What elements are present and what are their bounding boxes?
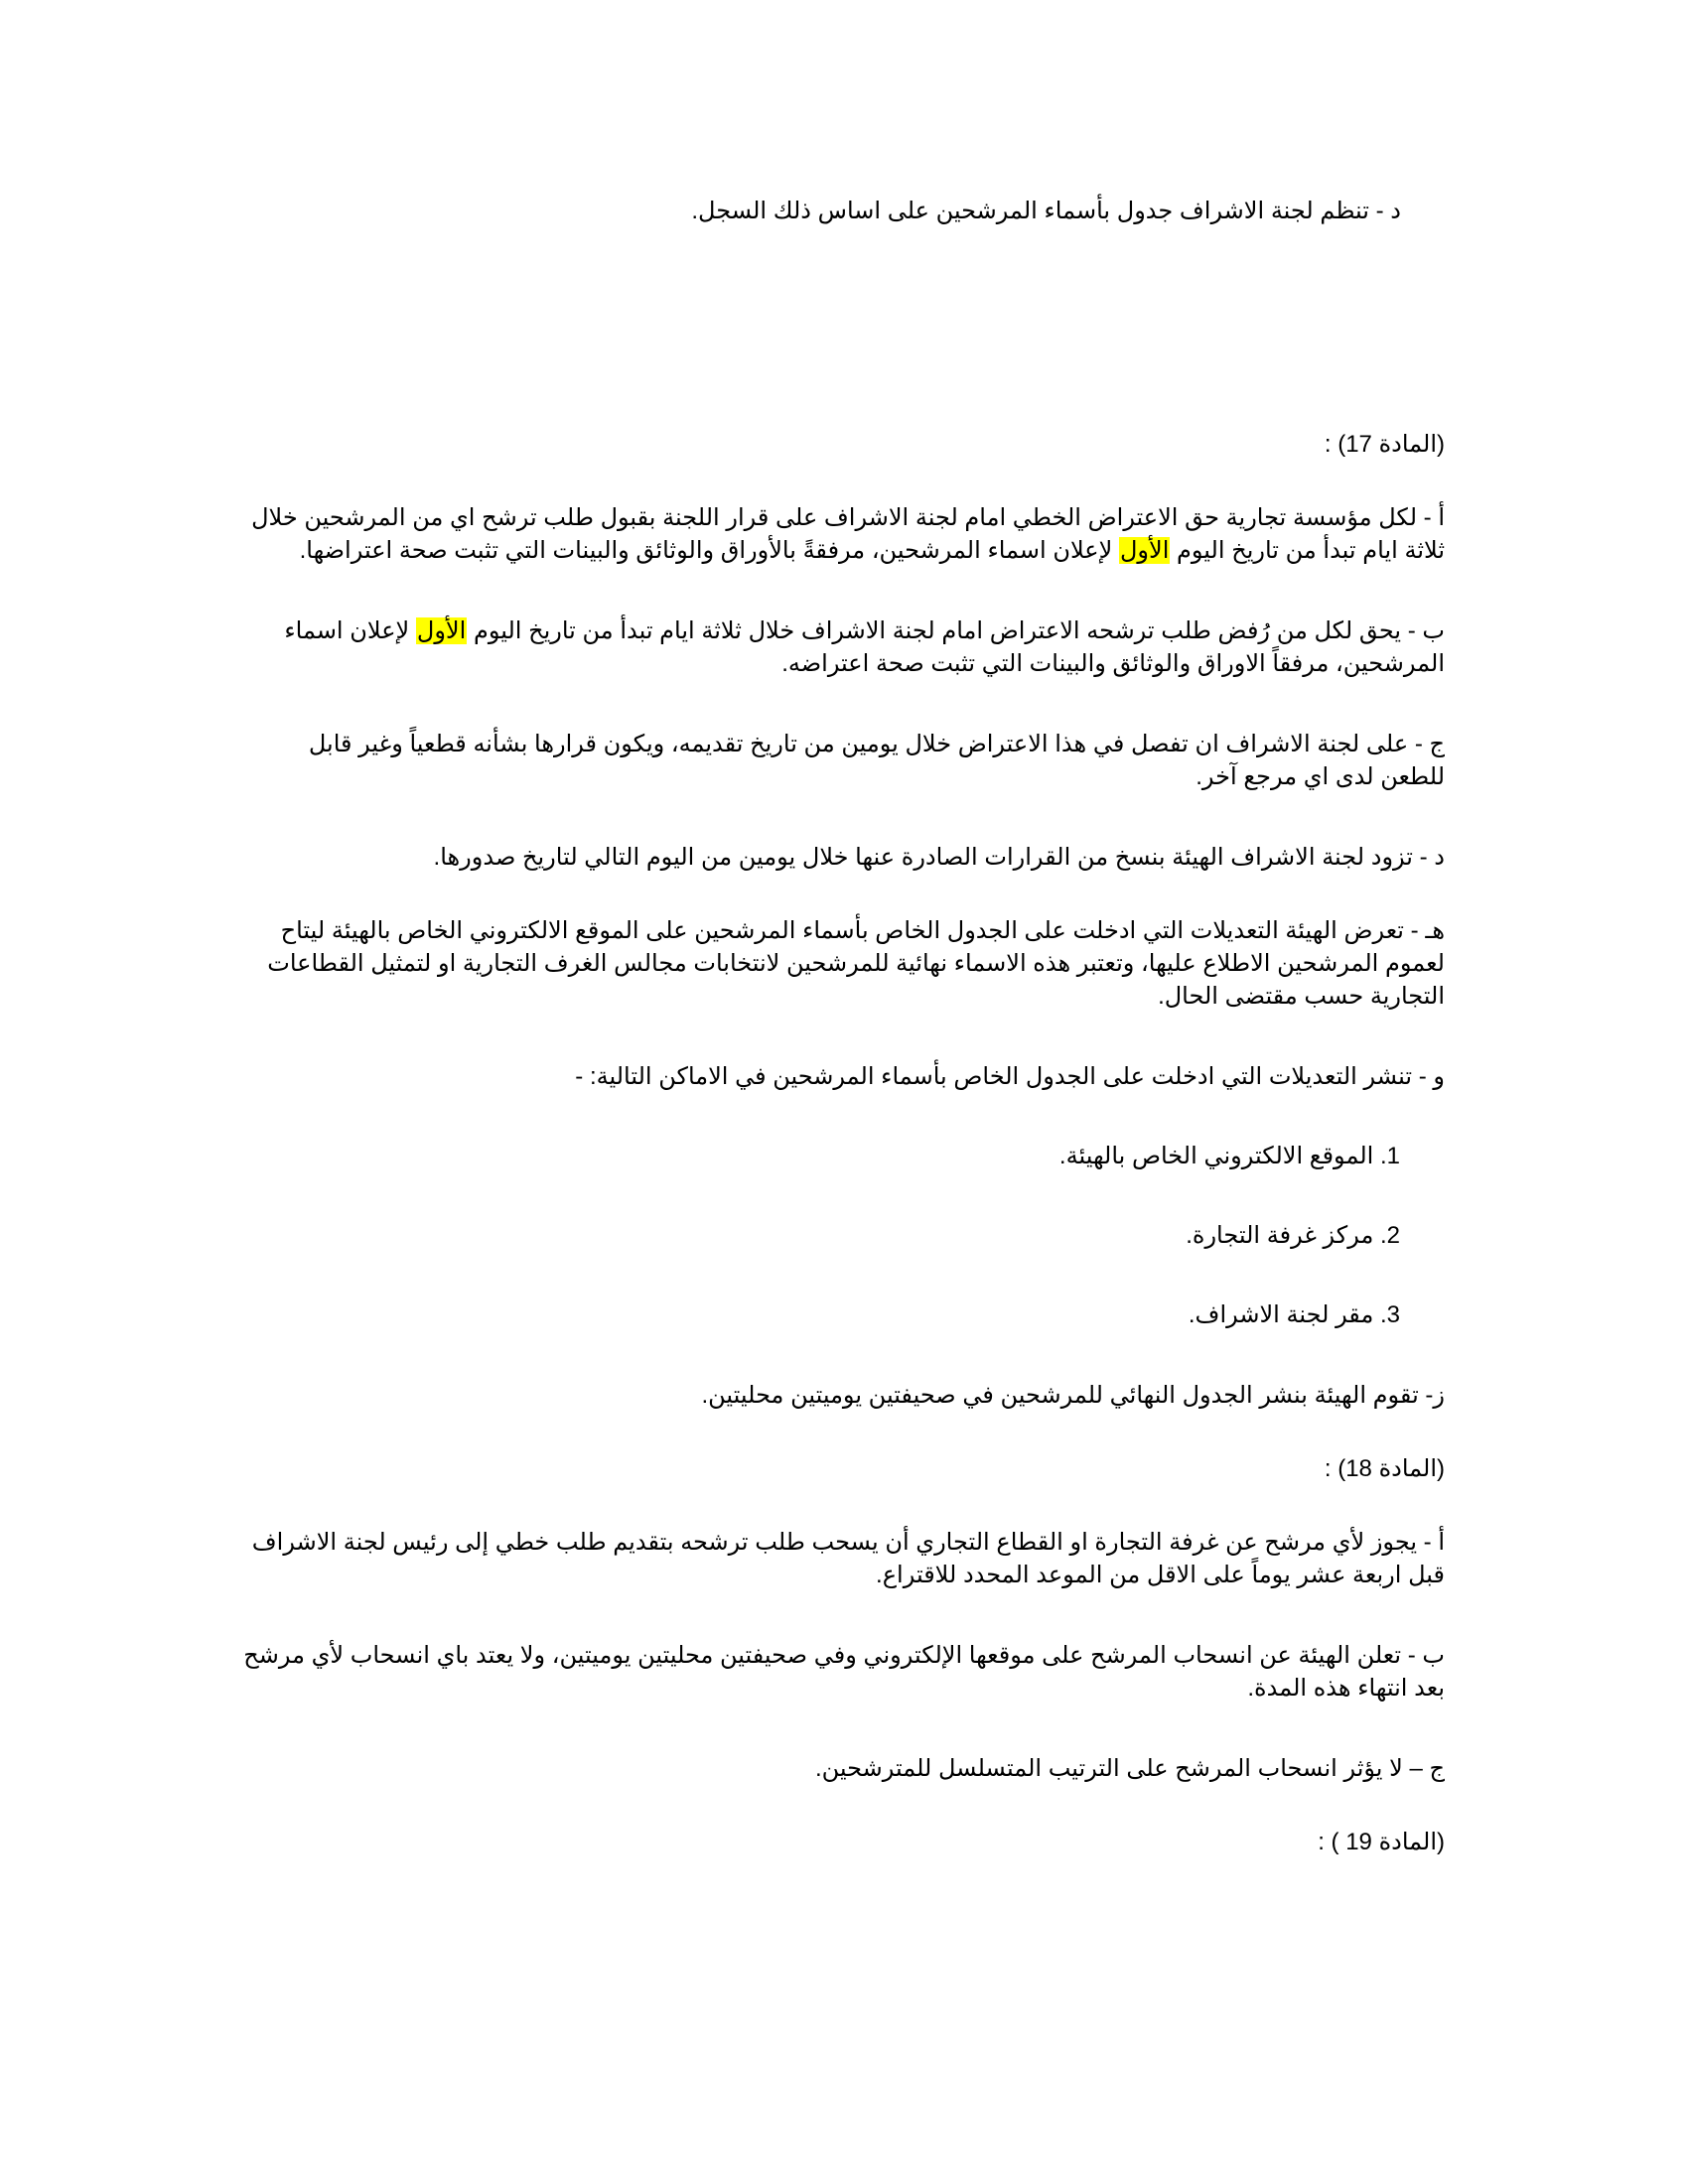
article-18-clause-b-line-2: بعد انتهاء هذه المدة. xyxy=(1247,1675,1445,1702)
article-18-heading: (المادة 18) : xyxy=(1324,1455,1445,1482)
highlight-first: الأول xyxy=(1119,537,1170,564)
article-17-clause-a-line-1: أ - لكل مؤسسة تجارية حق الاعتراض الخطي امام لجنة الاشراف على قرار اللجنة بقبول طلب ترشح اي من المرشحين خلال xyxy=(251,504,1445,531)
article-17-clause-z: ز- تقوم الهيئة بنشر الجدول النهائي للمرشحين في صحيفتين يوميتين محليتين. xyxy=(701,1382,1445,1409)
article-18-clause-a-line-2: قبل اربعة عشر يوماً على الاقل من الموعد المحدد للاقتراع. xyxy=(876,1562,1445,1588)
intro-paragraph: د - تنظم لجنة الاشراف جدول بأسماء المرشحين على اساس ذلك السجل. xyxy=(691,198,1401,224)
article-17-clause-c-line-1: ج - على لجنة الاشراف ان تفصل في هذا الاعتراض خلال يومين من تاريخ تقديمه، ويكون قرارها بشأنه قطعياً وغير قابل xyxy=(308,731,1445,757)
article-17-clause-a-line-2: ثلاثة ايام تبدأ من تاريخ اليوم الأول لإعلان اسماء المرشحين، مرفقةً بالأوراق والوثائق والبينات التي تثبت صحة اعتراضها. xyxy=(299,537,1445,564)
article-19-heading: (المادة 19 ) : xyxy=(1318,1829,1445,1855)
article-18-clause-b-line-1: ب - تعلن الهيئة عن انسحاب المرشح على موقعها الإلكتروني وفي صحيفتين محليتين يوميتين، ولا يعتد باي انسحاب لأي مرشح xyxy=(243,1642,1445,1669)
article-17-heading: (المادة 17) : xyxy=(1324,431,1445,458)
highlight-first: الأول xyxy=(416,617,467,644)
article-17-clause-h-line-1: هـ - تعرض الهيئة التعديلات التي ادخلت على الجدول الخاص بأسماء المرشحين على الموقع الالكتروني الخاص بالهيئة ليتاح xyxy=(280,917,1445,944)
article-18-clause-a-line-1: أ - يجوز لأي مرشح عن غرفة التجارة او القطاع التجاري أن يسحب طلب ترشحه بتقديم طلب خطي إلى رئيس لجنة الاشراف xyxy=(251,1529,1445,1556)
article-17-clause-w: و - تنشر التعديلات التي ادخلت على الجدول الخاص بأسماء المرشحين في الاماكن التالية: - xyxy=(575,1063,1445,1090)
article-17-clause-d: د - تزود لجنة الاشراف الهيئة بنسخ من القرارات الصادرة عنها خلال يومين من اليوم التالي لتاريخ صدورها. xyxy=(433,844,1445,871)
list-item: 2. مركز غرفة التجارة. xyxy=(1186,1222,1400,1249)
list-item: 3. مقر لجنة الاشراف. xyxy=(1188,1301,1400,1328)
article-17-clause-h-line-3: التجارية حسب مقتضى الحال. xyxy=(1158,983,1445,1010)
article-17-clause-b-line-1: ب - يحق لكل من رُفض طلب ترشحه الاعتراض امام لجنة الاشراف خلال ثلاثة ايام تبدأ من تاريخ اليوم الأول لإعلان اسماء xyxy=(284,617,1445,644)
article-17-clause-b-line-2: المرشحين، مرفقاً الاوراق والوثائق والبينات التي تثبت صحة اعتراضه. xyxy=(781,650,1445,677)
article-18-clause-c: ج – لا يؤثر انسحاب المرشح على الترتيب المتسلسل للمترشحين. xyxy=(814,1755,1445,1782)
list-item: 1. الموقع الالكتروني الخاص بالهيئة. xyxy=(1058,1143,1400,1169)
article-17-clause-c-line-2: للطعن لدى اي مرجع آخر. xyxy=(1196,763,1445,790)
article-17-clause-h-line-2: لعموم المرشحين الاطلاع عليها، وتعتبر هذه الاسماء نهائية للمرشحين لانتخابات مجالس الغرف التجارية او لتمثيل القطاعات xyxy=(267,950,1445,977)
